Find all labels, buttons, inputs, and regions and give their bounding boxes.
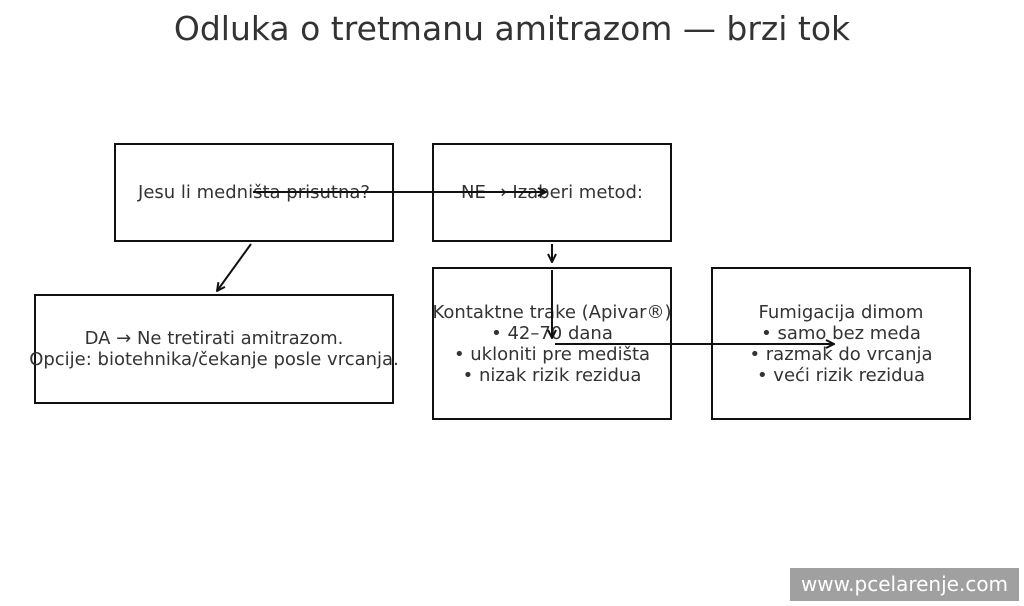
- watermark: www.pcelarenje.com: [790, 568, 1019, 601]
- yes-branch-line-1: DA → Ne tretirati amitrazom.: [84, 328, 344, 349]
- strips-line-3: • ukloniti pre medišta: [453, 343, 651, 365]
- fumigation-line-4: • veći rizik rezidua: [756, 364, 926, 386]
- question-line-1: Jesu li medništa prisutna?: [138, 182, 370, 203]
- question-node: [114, 143, 394, 242]
- strips-node: [432, 267, 672, 420]
- fumigation-line-2: • samo bez meda: [761, 322, 921, 344]
- no-branch-line-1: NE → Izaberi metod:: [461, 182, 643, 203]
- no-branch-node: [432, 143, 672, 242]
- yes-branch-line-2: Opcije: biotehnika/čekanje posle vrcanja.: [29, 349, 399, 370]
- fumigation-line-1: Fumigacija dimom: [758, 301, 924, 323]
- fumigation-node: [711, 267, 971, 420]
- yes-branch-node: [29, 294, 399, 404]
- strips-line-4: • nizak rizik rezidua: [462, 364, 642, 386]
- arrow-question-to-yes: [217, 244, 251, 291]
- strips-line-1: Kontaktne trake (Apivar®): [432, 301, 672, 323]
- page-title: Odluka o tretmanu amitrazom — brzi tok: [173, 9, 851, 48]
- fumigation-line-3: • razmak do vrcanja: [749, 343, 933, 365]
- strips-line-2: • 42–70 dana: [491, 322, 613, 344]
